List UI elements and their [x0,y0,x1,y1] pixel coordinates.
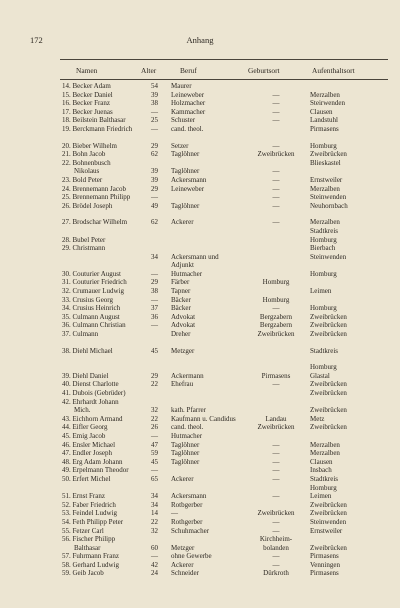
person-residence: Clausen [310,457,333,466]
table-row [0,466,400,475]
person-birthplace: — [272,184,280,193]
person-name: 33. Crusius Georg [62,295,114,304]
table-row [0,509,400,518]
person-birthplace: — [272,175,280,184]
person-residence: Bierbach [310,244,336,253]
table-row [0,569,400,578]
person-age: — [151,552,158,561]
person-name: 19. Berckmann Friedrich [62,124,133,133]
person-name: 46. Ensler Michael [62,440,116,449]
person-occupation: Taglöhner [171,167,200,176]
person-name: 38. Diehl Michael [62,346,113,355]
person-age: 34 [151,500,158,509]
person-age: — [151,269,158,278]
person-occupation: Leineweber [171,184,205,193]
person-birthplace: — [272,449,280,458]
person-age: — [151,193,158,202]
person-birthplace: Kirchheim- [259,535,293,544]
person-birthplace: — [272,141,280,150]
person-residence: Leimen [310,287,332,296]
page-title: Anhang [186,35,214,45]
person-birthplace: — [272,218,280,227]
person-age: 62 [151,150,158,159]
person-name: 17. Becker Juenas [62,107,113,116]
person-name: Nikolaus [74,167,100,176]
person-name: 45. Emig Jacob [62,431,106,440]
person-residence: Stadtkreis [310,346,338,355]
table-header-rule [60,79,388,80]
table-row [0,218,400,227]
table-row [0,82,400,91]
person-name: 25. Brennemann Philipp [62,193,131,202]
person-occupation: Taglöhner [171,201,200,210]
person-residence: Zweibrücken [310,406,347,415]
person-age: 62 [151,218,158,227]
table-row [0,296,400,305]
person-name: 49. Erpelmann Theodor [62,466,129,475]
person-occupation: cand. theol. [171,423,204,432]
person-occupation: Advokat [171,321,196,330]
table-row [0,432,400,441]
table-row [0,278,400,287]
person-age: 22 [151,414,158,423]
person-occupation: Tapner [171,287,191,296]
person-name: 54. Feth Philipp Peter [62,517,124,526]
table-row [0,185,400,194]
table-row [0,398,400,407]
person-birthplace: — [272,380,280,389]
table-row [0,236,400,245]
person-name: 59. Geib Jacob [62,569,104,578]
table-row [0,552,400,561]
table-row [0,270,400,279]
person-age: 26 [151,423,158,432]
person-age: — [151,107,158,116]
person-name: 16. Becker Franz [62,99,111,108]
person-age: 38 [151,287,158,296]
person-residence: Venningen [310,560,340,569]
person-age: 37 [151,304,158,313]
person-occupation: Ackerer [171,218,194,227]
person-occupation: Färber [171,278,190,287]
person-age: 39 [151,90,158,99]
person-birthplace: — [272,457,280,466]
person-residence: Steinwenden [310,193,347,202]
person-age: 39 [151,167,158,176]
person-occupation: Holzmacher [171,99,206,108]
person-residence: Clausen [310,107,333,116]
person-birthplace: — [272,116,280,125]
table-row [0,176,400,185]
person-occupation: — [171,509,178,518]
table-row [0,321,400,330]
person-age: 14 [151,509,158,518]
group-gap [0,134,400,142]
table-row [0,261,400,270]
person-residence: Homburg [310,141,337,150]
table-row [0,449,400,458]
person-name: 35. Culmann August [62,312,120,321]
table-row [0,91,400,100]
table-row [0,406,400,415]
running-header [30,35,370,47]
table-row [0,150,400,159]
page-number: 172 [30,35,43,45]
person-residence: Zweibrücken [310,543,347,552]
person-name: Balthasar [74,543,101,552]
person-birthplace: Zweibrücken [257,150,295,159]
person-age: — [151,431,158,440]
person-residence: Pirmasens [310,552,339,561]
person-name: 23. Bold Peter [62,175,103,184]
person-age: 54 [151,82,158,90]
person-age: 32 [151,406,158,415]
person-birthplace: — [272,167,280,176]
person-age: 39 [151,175,158,184]
person-occupation: Hutmacher [171,269,203,278]
person-birthplace: Homburg [262,295,290,304]
person-residence: Merzalben [310,218,340,227]
person-birthplace: Zweibrücken [257,509,295,518]
table-row [0,159,400,168]
person-name: 27. Brodschar Wilhelm [62,218,128,227]
table-row [0,475,400,484]
person-name: 18. Beilstein Balthasar [62,116,126,125]
person-occupation: Ehefrau [171,380,194,389]
person-occupation: Rothgerber [171,517,203,526]
person-residence: Zweibrücken [310,312,347,321]
person-age: 34 [151,252,158,261]
person-residence: Zweibrücken [310,389,347,397]
person-age: 32 [151,526,158,535]
person-residence: Glastal [310,371,330,380]
table-row [0,227,400,236]
person-name: 41. Dubois (Gebrüder) [62,389,126,397]
person-birthplace: — [272,440,280,449]
table-row [0,253,400,262]
person-name: 48. Erg Adam Johann [62,457,123,466]
person-occupation: Ackersmann [171,492,207,501]
person-name: 55. Fetzer Carl [62,526,104,535]
person-age: 45 [151,457,158,466]
table-row [0,193,400,202]
person-age: — [151,124,158,133]
person-age: 42 [151,560,158,569]
person-name: 22. Bohnenbusch [62,158,111,167]
person-birthplace: — [272,304,280,313]
table-row [0,389,400,398]
person-residence: Stadtkreis [310,226,338,235]
person-age: — [151,466,158,475]
person-name: 30. Couturier August [62,269,121,278]
person-name: 26. Brödel Joseph [62,201,113,210]
person-name: 50. Erfert Michel [62,474,111,483]
person-residence: Homburg [310,269,337,278]
person-occupation: Schuhmacher [171,526,210,535]
table-row [0,527,400,536]
person-residence: Zweibrücken [310,321,347,330]
person-age: 47 [151,440,158,449]
person-occupation: cand. theol. [171,124,204,133]
person-residence: Merzalben [310,440,340,449]
table-row [0,304,400,313]
person-residence: Merzalben [310,184,340,193]
person-age: — [151,321,158,330]
person-name: 32. Crumauer Ludwig [62,287,125,296]
table-row [0,372,400,381]
table-row [0,484,400,493]
person-age: 29 [151,184,158,193]
table-row [0,287,400,296]
person-occupation: Advokat [171,312,196,321]
person-name: 56. Fischer Philipp [62,535,116,544]
person-occupation: Adjunkt [171,261,194,270]
person-age: 22 [151,517,158,526]
table-row [0,441,400,450]
person-name: 34. Crusius Heinrich [62,304,121,313]
table-row [0,244,400,253]
person-birthplace: — [272,526,280,535]
person-occupation: Ackersmann und [171,252,219,261]
person-age: 45 [151,346,158,355]
person-residence: Steinwenden [310,252,347,261]
person-name: 29. Christmann [62,244,106,253]
table-row [0,202,400,211]
person-age: 34 [151,492,158,501]
person-occupation: Taglöhner [171,440,200,449]
person-residence: Merzalben [310,449,340,458]
person-residence: Zweibrücken [310,330,347,339]
person-name: 58. Gerhard Ludwig [62,560,119,569]
person-birthplace: — [272,193,280,202]
person-birthplace: Pirmasens [261,371,291,380]
person-name: 53. Feindel Ludwig [62,509,118,518]
person-age: 60 [151,543,158,552]
person-occupation: Hutmacher [171,431,203,440]
table-row [0,518,400,527]
person-occupation: kath. Pfarrer [171,406,206,415]
person-age: 38 [151,99,158,108]
person-occupation: Ackerer [171,560,194,569]
person-birthplace: bolanden [263,543,289,552]
person-occupation: Taglöhner [171,150,200,159]
person-residence: Leimen [310,492,332,501]
person-residence: Pirmasens [310,124,339,133]
person-birthplace: Zweibrücken [257,330,295,339]
person-birthplace: Landau [265,414,287,423]
person-birthplace: Homburg [262,278,290,287]
person-birthplace: — [272,474,280,483]
person-occupation: Schuster [171,116,196,125]
person-residence: Steinwenden [310,517,347,526]
person-occupation: Taglöhner [171,457,200,466]
person-birthplace: — [272,492,280,501]
person-birthplace: Zweibrücken [257,423,295,432]
person-birthplace: — [272,552,280,561]
person-birthplace: — [272,466,280,475]
person-age: 24 [151,569,158,578]
person-birthplace: — [272,107,280,116]
person-name: 52. Faber Friedrich [62,500,116,509]
person-birthplace: — [272,517,280,526]
person-birthplace: Dürkroth [263,569,289,578]
person-residence: Pirmasens [310,569,339,578]
person-residence: Homburg [310,304,337,313]
person-age: 25 [151,116,158,125]
person-age: 29 [151,278,158,287]
person-residence: Blieskastel [310,158,341,167]
person-name: 51. Ernst Franz [62,492,105,501]
table-row [0,492,400,501]
person-residence: Merzalben [310,90,340,99]
table-row [0,167,400,176]
table-row [0,330,400,339]
person-occupation: Setzer [171,141,189,150]
person-birthplace: — [272,90,280,99]
person-residence: Zweibrücken [310,150,347,159]
group-gap [0,339,400,347]
table-body [0,82,400,578]
column-header-age: Alter [141,66,157,75]
person-name: 37. Culmann [62,330,99,339]
table-row [0,380,400,389]
person-name: 39. Diehl Daniel [62,371,109,380]
person-name: 28. Bubel Peter [62,235,106,244]
table-row [0,142,400,151]
person-occupation: Rotbgerber [171,500,203,509]
person-name: 14. Becker Adam [62,82,111,90]
table-row [0,561,400,570]
table-row [0,347,400,356]
person-birthplace: Bergzabern [259,321,293,330]
person-occupation: Taglöhner [171,449,200,458]
person-name: 43. Eichhorn Armand [62,414,123,423]
group-gap [0,355,400,363]
person-birthplace: — [272,99,280,108]
table-row [0,415,400,424]
person-name: 42. Ehrhardt Johann [62,397,119,406]
table-row [0,108,400,117]
person-birthplace: — [272,560,280,569]
column-header-birthplace: Geburtsort [248,66,280,75]
person-occupation: Ackersmann [171,175,207,184]
person-occupation: Metzger [171,346,195,355]
person-birthplace: Bergzabern [259,312,293,321]
person-birthplace: — [272,201,280,210]
person-occupation: Kaufmann u. Candidus [171,414,236,423]
column-header-occupation: Beruf [180,66,197,75]
person-occupation: Maurer [171,82,192,90]
person-age: — [151,295,158,304]
person-residence: Stadtkreis [310,474,338,483]
person-residence: Homburg [310,235,337,244]
table-row [0,423,400,432]
person-residence: Zweibrücken [310,423,347,432]
table-row [0,99,400,108]
person-age: 49 [151,201,158,210]
person-residence: Zweibrücken [310,509,347,518]
column-header-name: Namen [76,66,98,75]
person-residence: Ernstweiler [310,526,343,535]
table-row [0,458,400,467]
person-age: 22 [151,380,158,389]
person-name: 15. Becker Daniel [62,90,113,99]
group-gap [0,210,400,218]
person-residence: Metz [310,414,325,423]
person-name: Mich. [74,406,91,415]
person-residence: Steirwenden [310,99,345,108]
person-name: 57. Fuhrmann Franz [62,552,119,561]
person-occupation: Schneider [171,569,199,578]
person-age: 36 [151,312,158,321]
person-residence: Homburg [310,483,337,492]
table-row [0,363,400,372]
table-row [0,313,400,322]
person-name: 36. Culmann Christian [62,321,126,330]
table-row [0,544,400,553]
person-occupation: Dreher [171,330,191,339]
person-name: 21. Bohn Jacob [62,150,106,159]
person-residence: Zweibrücken [310,500,347,509]
person-name: 31. Couturier Friedrich [62,278,127,287]
person-age: 65 [151,474,158,483]
person-occupation: Bäcker [171,304,191,313]
person-occupation: ohne Gewerbe [171,552,212,561]
table-row [0,125,400,134]
person-age: 59 [151,449,158,458]
table-top-rule [60,59,388,60]
person-residence: Insbach [310,466,332,475]
person-residence: Homburg [310,363,337,372]
person-residence: Ernstweiler [310,175,343,184]
person-name: 20. Bieber Wilhelm [62,141,117,150]
person-residence: Landstuhl [310,116,338,125]
person-residence: Zweibrücken [310,380,347,389]
column-header-residence: Aufenthaltsort [312,66,355,75]
person-occupation: Ackerer [171,474,194,483]
person-occupation: Metzger [171,543,195,552]
person-name: 24. Brennemann Jacob [62,184,126,193]
person-occupation: Leineweber [171,90,205,99]
person-name: 40. Dienst Charlotte [62,380,119,389]
person-occupation: Bäcker [171,295,191,304]
table-row [0,535,400,544]
table-row [0,501,400,510]
person-name: 47. Endler Joseph [62,449,112,458]
person-occupation: Ackermann [171,371,204,380]
table-row [0,116,400,125]
person-occupation: Kammacher [171,107,206,116]
table-column-headers [0,66,400,78]
person-name: 44. Eifler Georg [62,423,108,432]
person-residence: Neuhornbach [310,201,348,210]
person-age: 29 [151,371,158,380]
person-age: 29 [151,141,158,150]
